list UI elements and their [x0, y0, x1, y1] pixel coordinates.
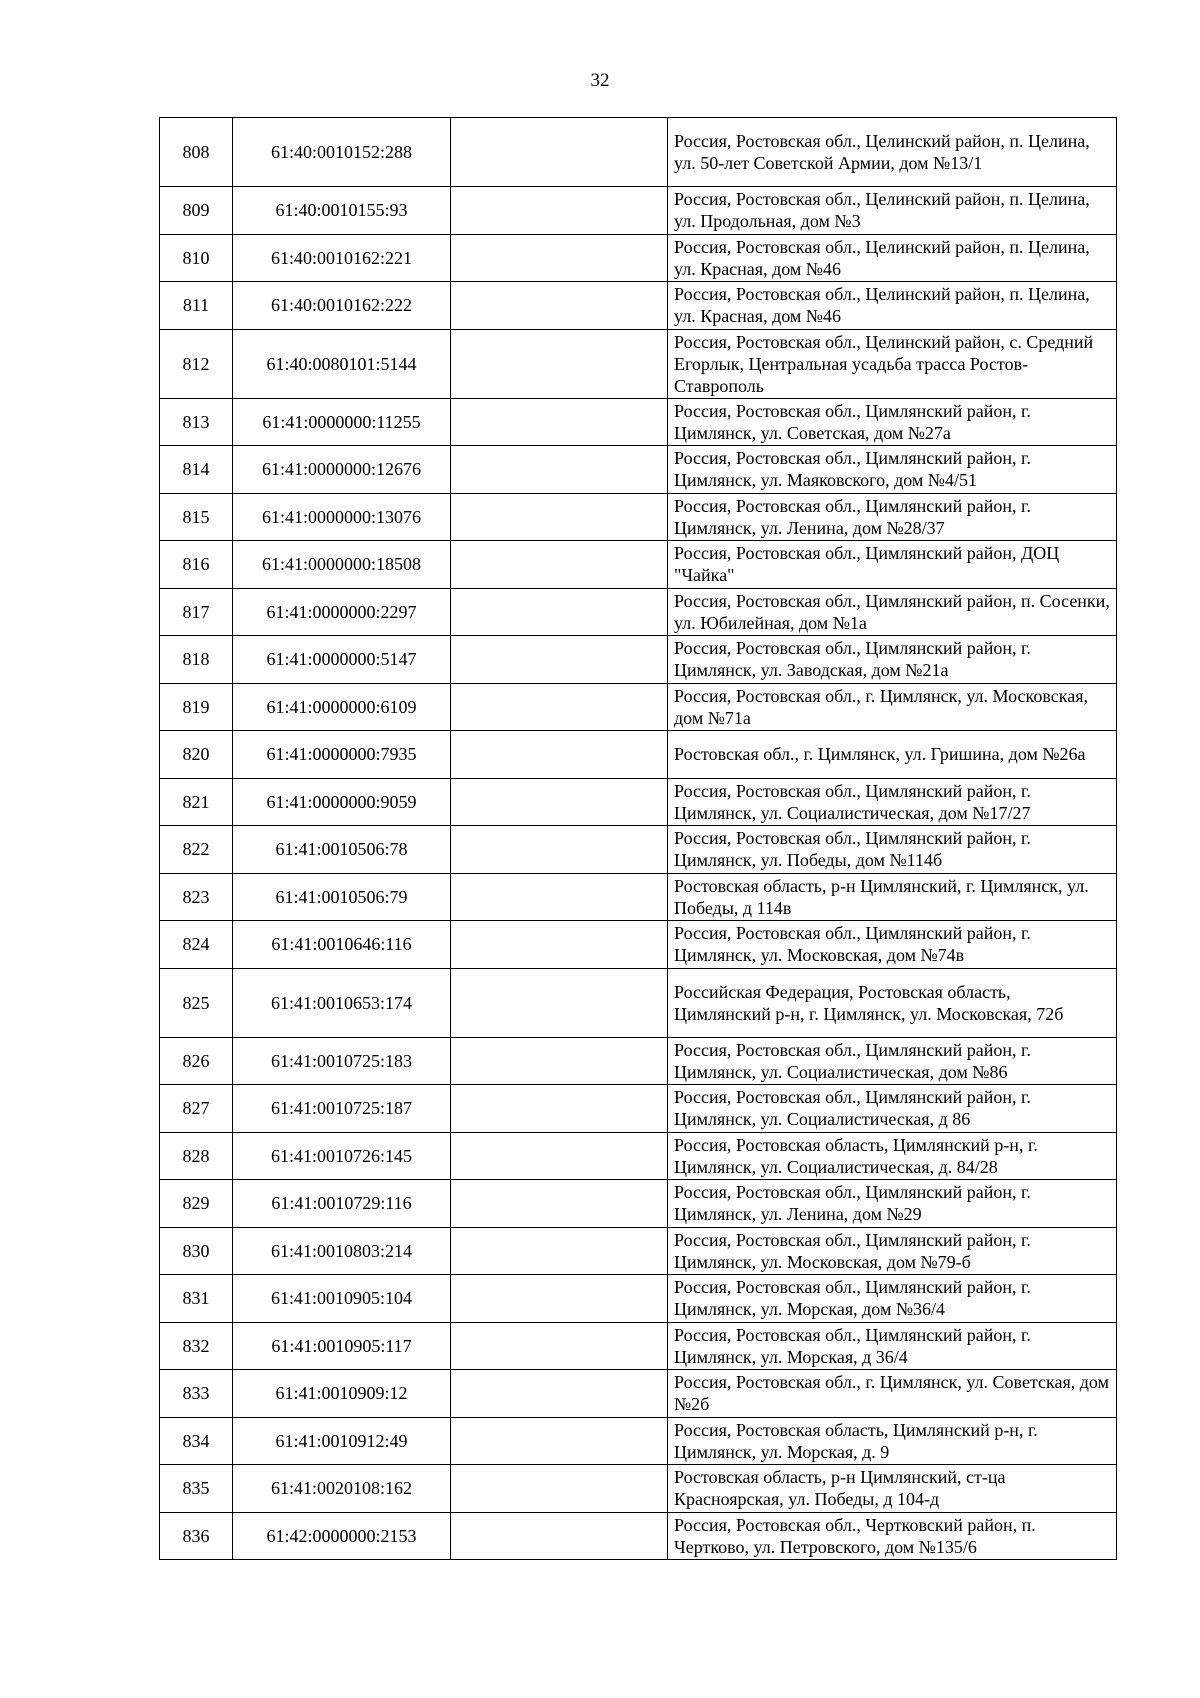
- table-row: [160, 282, 1117, 330]
- cadastral-number: 61:40:0010162:221: [233, 234, 451, 282]
- row-number: 831: [160, 1275, 233, 1323]
- cadastral-number: 61:41:0000000:12676: [233, 446, 451, 494]
- cadastral-number: 61:41:0010909:12: [233, 1370, 451, 1418]
- empty-cell: [451, 1132, 668, 1180]
- cadastral-number: 61:41:0010506:78: [233, 826, 451, 874]
- row-number: 830: [160, 1227, 233, 1275]
- address: Россия, Ростовская обл., Цимлянский район, г. Цимлянск, ул. Ленина, дом №29: [668, 1180, 1117, 1228]
- empty-cell: [451, 1085, 668, 1133]
- row-number: 829: [160, 1180, 233, 1228]
- address: Россия, Ростовская обл., Целинский район, с. Средний Егорлык, Центральная усадьба трасса Ростов-Ставрополь: [668, 329, 1117, 398]
- row-number: 822: [160, 826, 233, 874]
- address: Россия, Ростовская обл., Чертковский район, п. Чертково, ул. Петровского, дом №135/6: [668, 1512, 1117, 1560]
- empty-cell: [451, 921, 668, 969]
- row-number: 809: [160, 187, 233, 235]
- table-row: [160, 541, 1117, 589]
- table-row: [160, 683, 1117, 731]
- empty-cell: [451, 118, 668, 187]
- address: Россия, Ростовская обл., Цимлянский район, г. Цимлянск, ул. Победы, дом №114б: [668, 826, 1117, 874]
- row-number: 817: [160, 588, 233, 636]
- address: Россия, Ростовская область, Цимлянский р-н, г. Цимлянск, ул. Морская, д. 9: [668, 1417, 1117, 1465]
- row-number: 820: [160, 731, 233, 779]
- address: Ростовская область, р-н Цимлянский, ст-ца Красноярская, ул. Победы, д 104-д: [668, 1465, 1117, 1513]
- table-row: [160, 588, 1117, 636]
- empty-cell: [451, 1322, 668, 1370]
- row-number: 827: [160, 1085, 233, 1133]
- empty-cell: [451, 541, 668, 589]
- empty-cell: [451, 731, 668, 779]
- table-row: [160, 1417, 1117, 1465]
- cadastral-number: 61:40:0010162:222: [233, 282, 451, 330]
- registry-table: [159, 117, 1117, 1560]
- table-row: [160, 826, 1117, 874]
- empty-cell: [451, 1180, 668, 1228]
- row-number: 826: [160, 1037, 233, 1085]
- row-number: 824: [160, 921, 233, 969]
- empty-cell: [451, 493, 668, 541]
- address: Россия, Ростовская обл., Целинский район, п. Целина, ул. Продольная, дом №3: [668, 187, 1117, 235]
- empty-cell: [451, 588, 668, 636]
- row-number: 810: [160, 234, 233, 282]
- empty-cell: [451, 1275, 668, 1323]
- table-row: [160, 329, 1117, 398]
- table-row: [160, 187, 1117, 235]
- row-number: 819: [160, 683, 233, 731]
- address: Россия, Ростовская обл., Цимлянский район, г. Цимлянск, ул. Маяковского, дом №4/51: [668, 446, 1117, 494]
- registry-table-body: [160, 118, 1117, 1560]
- cadastral-number: 61:41:0010729:116: [233, 1180, 451, 1228]
- page-number: 32: [590, 70, 610, 91]
- row-number: 814: [160, 446, 233, 494]
- cadastral-number: 61:41:0010653:174: [233, 968, 451, 1037]
- table-row: [160, 968, 1117, 1037]
- address: Россия, Ростовская область, Цимлянский р-н, г. Цимлянск, ул. Социалистическая, д. 84/28: [668, 1132, 1117, 1180]
- table-row: [160, 493, 1117, 541]
- row-number: 821: [160, 778, 233, 826]
- address: Россия, Ростовская обл., Цимлянский район, г. Цимлянск, ул. Ленина, дом №28/37: [668, 493, 1117, 541]
- address: Россия, Ростовская обл., г. Цимлянск, ул. Советская, дом №2б: [668, 1370, 1117, 1418]
- table-row: [160, 1322, 1117, 1370]
- table-row: [160, 234, 1117, 282]
- address: Ростовская обл., г. Цимлянск, ул. Гришина, дом №26а: [668, 731, 1117, 779]
- address: Россия, Ростовская обл., Цимлянский район, г. Цимлянск, ул. Морская, дом №36/4: [668, 1275, 1117, 1323]
- cadastral-number: 61:41:0000000:2297: [233, 588, 451, 636]
- cadastral-number: 61:41:0010725:187: [233, 1085, 451, 1133]
- cadastral-number: 61:41:0010725:183: [233, 1037, 451, 1085]
- empty-cell: [451, 873, 668, 921]
- empty-cell: [451, 234, 668, 282]
- cadastral-number: 61:41:0010803:214: [233, 1227, 451, 1275]
- table-row: [160, 1037, 1117, 1085]
- row-number: 832: [160, 1322, 233, 1370]
- row-number: 825: [160, 968, 233, 1037]
- table-row: [160, 1512, 1117, 1560]
- row-number: 823: [160, 873, 233, 921]
- row-number: 813: [160, 398, 233, 446]
- address: Россия, Ростовская обл., Целинский район, п. Целина, ул. 50-лет Советской Армии, дом №13/1: [668, 118, 1117, 187]
- empty-cell: [451, 446, 668, 494]
- row-number: 833: [160, 1370, 233, 1418]
- cadastral-number: 61:41:0000000:7935: [233, 731, 451, 779]
- cadastral-number: 61:40:0010152:288: [233, 118, 451, 187]
- cadastral-number: 61:41:0020108:162: [233, 1465, 451, 1513]
- empty-cell: [451, 329, 668, 398]
- cadastral-number: 61:41:0010912:49: [233, 1417, 451, 1465]
- row-number: 808: [160, 118, 233, 187]
- empty-cell: [451, 1370, 668, 1418]
- cadastral-number: 61:40:0010155:93: [233, 187, 451, 235]
- empty-cell: [451, 398, 668, 446]
- empty-cell: [451, 683, 668, 731]
- table-row: [160, 398, 1117, 446]
- cadastral-number: 61:41:0000000:11255: [233, 398, 451, 446]
- address: Россия, Ростовская обл., Целинский район, п. Целина, ул. Красная, дом №46: [668, 282, 1117, 330]
- address: Россия, Ростовская обл., Цимлянский район, г. Цимлянск, ул. Социалистическая, д 86: [668, 1085, 1117, 1133]
- cadastral-number: 61:41:0010646:116: [233, 921, 451, 969]
- address: Россия, Ростовская обл., Целинский район, п. Целина, ул. Красная, дом №46: [668, 234, 1117, 282]
- address: Россия, Ростовская обл., Цимлянский район, г. Цимлянск, ул. Советская, дом №27а: [668, 398, 1117, 446]
- table-row: [160, 731, 1117, 779]
- cadastral-number: 61:41:0010905:104: [233, 1275, 451, 1323]
- empty-cell: [451, 778, 668, 826]
- row-number: 828: [160, 1132, 233, 1180]
- table-row: [160, 1227, 1117, 1275]
- cadastral-number: 61:41:0010506:79: [233, 873, 451, 921]
- cadastral-number: 61:41:0000000:9059: [233, 778, 451, 826]
- address: Россия, Ростовская обл., Цимлянский район, г. Цимлянск, ул. Социалистическая, дом №86: [668, 1037, 1117, 1085]
- table-row: [160, 1180, 1117, 1228]
- row-number: 818: [160, 636, 233, 684]
- empty-cell: [451, 1465, 668, 1513]
- row-number: 835: [160, 1465, 233, 1513]
- table-row: [160, 873, 1117, 921]
- empty-cell: [451, 187, 668, 235]
- address: Россия, Ростовская обл., г. Цимлянск, ул. Московская, дом №71а: [668, 683, 1117, 731]
- row-number: 815: [160, 493, 233, 541]
- table-row: [160, 921, 1117, 969]
- table-row: [160, 636, 1117, 684]
- empty-cell: [451, 636, 668, 684]
- cadastral-number: 61:41:0000000:18508: [233, 541, 451, 589]
- address: Россия, Ростовская обл., Цимлянский район, г. Цимлянск, ул. Социалистическая, дом №17/27: [668, 778, 1117, 826]
- table-row: [160, 118, 1117, 187]
- address: Российская Федерация, Ростовская область, Цимлянский р-н, г. Цимлянск, ул. Московская, 72б: [668, 968, 1117, 1037]
- row-number: 834: [160, 1417, 233, 1465]
- table-row: [160, 778, 1117, 826]
- table-row: [160, 1085, 1117, 1133]
- address: Ростовская область, р-н Цимлянский, г. Цимлянск, ул. Победы, д 114в: [668, 873, 1117, 921]
- table-row: [160, 1370, 1117, 1418]
- row-number: 816: [160, 541, 233, 589]
- empty-cell: [451, 1227, 668, 1275]
- row-number: 812: [160, 329, 233, 398]
- cadastral-number: 61:41:0000000:5147: [233, 636, 451, 684]
- empty-cell: [451, 968, 668, 1037]
- address: Россия, Ростовская обл., Цимлянский район, г. Цимлянск, ул. Московская, дом №74в: [668, 921, 1117, 969]
- cadastral-number: 61:41:0010905:117: [233, 1322, 451, 1370]
- empty-cell: [451, 1417, 668, 1465]
- row-number: 811: [160, 282, 233, 330]
- address: Россия, Ростовская обл., Цимлянский район, г. Цимлянск, ул. Московская, дом №79-б: [668, 1227, 1117, 1275]
- cadastral-number: 61:41:0000000:6109: [233, 683, 451, 731]
- table-row: [160, 1275, 1117, 1323]
- cadastral-number: 61:41:0000000:13076: [233, 493, 451, 541]
- address: Россия, Ростовская обл., Цимлянский район, ДОЦ "Чайка": [668, 541, 1117, 589]
- table-row: [160, 1132, 1117, 1180]
- address: Россия, Ростовская обл., Цимлянский район, г. Цимлянск, ул. Заводская, дом №21а: [668, 636, 1117, 684]
- empty-cell: [451, 1512, 668, 1560]
- address: Россия, Ростовская обл., Цимлянский район, п. Сосенки, ул. Юбилейная, дом №1а: [668, 588, 1117, 636]
- address: Россия, Ростовская обл., Цимлянский район, г. Цимлянск, ул. Морская, д 36/4: [668, 1322, 1117, 1370]
- cadastral-number: 61:40:0080101:5144: [233, 329, 451, 398]
- cadastral-number: 61:41:0010726:145: [233, 1132, 451, 1180]
- cadastral-number: 61:42:0000000:2153: [233, 1512, 451, 1560]
- table-row: [160, 1465, 1117, 1513]
- empty-cell: [451, 826, 668, 874]
- empty-cell: [451, 282, 668, 330]
- empty-cell: [451, 1037, 668, 1085]
- row-number: 836: [160, 1512, 233, 1560]
- table-row: [160, 446, 1117, 494]
